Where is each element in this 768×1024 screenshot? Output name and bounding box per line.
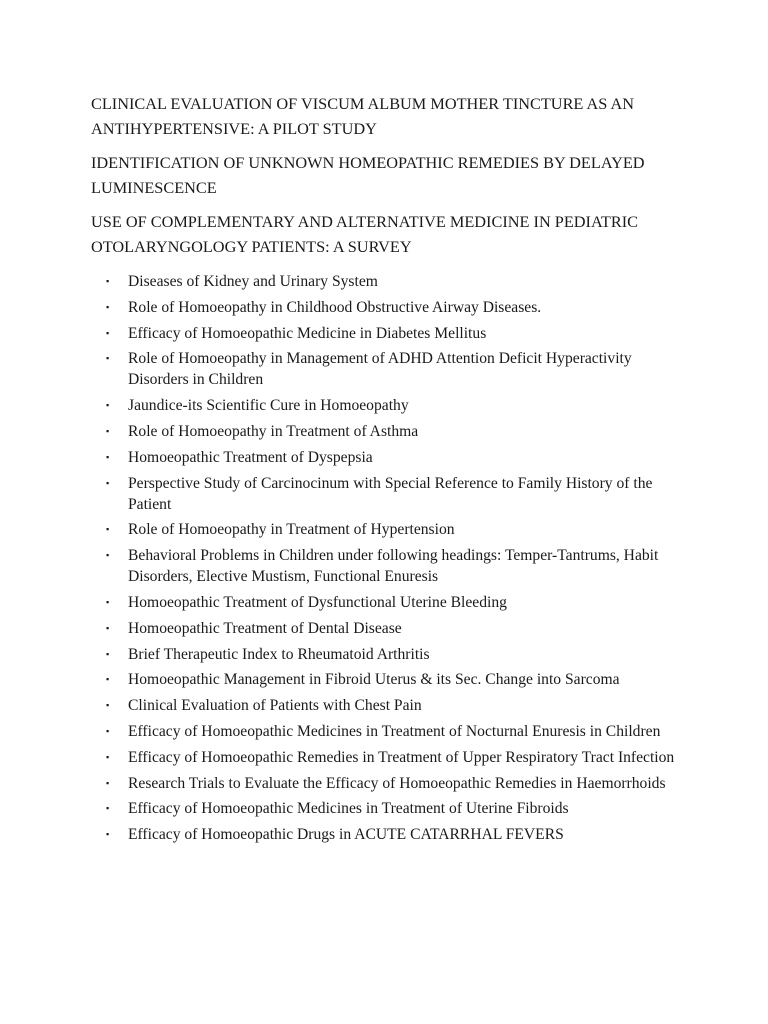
list-item-text: Efficacy of Homoeopathic Drugs in ACUTE CATARRHAL FEVERS xyxy=(128,826,564,844)
list-item xyxy=(91,798,691,819)
heading-cam-otolaryngology-survey: USE OF COMPLEMENTARY AND ALTERNATIVE MEDICINE IN PEDIATRIC OTOLARYNGOLOGY PATIENTS: A SURVEY xyxy=(91,212,638,256)
list-item-text: Role of Homoeopathy in Management of ADHD Attention Deficit Hyperactivity Disorders in Children xyxy=(128,350,632,389)
list-item xyxy=(91,297,691,318)
list-item-text: Efficacy of Homoeopathic Remedies in Treatment of Upper Respiratory Tract Infection xyxy=(128,748,675,766)
list-item-text: Efficacy of Homoeopathic Medicines in Treatment of Uterine Fibroids xyxy=(128,800,569,818)
list-item xyxy=(91,669,691,690)
bullet-icon: ▪ xyxy=(106,648,110,659)
list-item-text: Homoeopathic Management in Fibroid Uterus & its Sec. Change into Sarcoma xyxy=(128,671,620,689)
list-item xyxy=(91,773,691,794)
bullet-icon: ▪ xyxy=(106,451,110,462)
list-item-text: Homoeopathic Treatment of Dental Disease xyxy=(128,619,402,637)
list-item xyxy=(91,421,691,442)
list-item-text: Brief Therapeutic Index to Rheumatoid Arthritis xyxy=(128,645,430,663)
list-item-text: Efficacy of Homoeopathic Medicine in Diabetes Mellitus xyxy=(128,324,487,342)
bullet-icon: ▪ xyxy=(106,353,110,364)
list-item xyxy=(91,545,691,587)
list-item xyxy=(91,747,691,768)
heading-delayed-luminescence: IDENTIFICATION OF UNKNOWN HOMEOPATHIC REMEDIES BY DELAYED LUMINESCENCE xyxy=(91,153,645,197)
list-item-text: Role of Homoeopathy in Treatment of Hypertension xyxy=(128,521,455,539)
bullet-icon: ▪ xyxy=(106,301,110,312)
list-item xyxy=(91,271,691,292)
bullet-icon: ▪ xyxy=(106,477,110,488)
list-item xyxy=(91,395,691,416)
bullet-icon: ▪ xyxy=(106,777,110,788)
list-item xyxy=(91,618,691,639)
list-item xyxy=(91,644,691,665)
bullet-icon: ▪ xyxy=(106,550,110,561)
list-item xyxy=(91,695,691,716)
list-item-text: Role of Homoeopathy in Childhood Obstructive Airway Diseases. xyxy=(128,298,542,316)
list-item-text: Perspective Study of Carcinocinum with Special Reference to Family History of the Patient xyxy=(128,474,653,513)
bullet-icon: ▪ xyxy=(106,803,110,814)
list-item-text: Clinical Evaluation of Patients with Chest Pain xyxy=(128,697,422,715)
topic-list xyxy=(91,271,691,845)
list-item-text: Research Trials to Evaluate the Efficacy of Homoeopathic Remedies in Haemorrhoids xyxy=(128,774,666,792)
list-item-text: Efficacy of Homoeopathic Medicines in Treatment of Nocturnal Enuresis in Children xyxy=(128,722,661,740)
bullet-icon: ▪ xyxy=(106,596,110,607)
bullet-icon: ▪ xyxy=(106,425,110,436)
list-item-text: Homoeopathic Treatment of Dysfunctional Uterine Bleeding xyxy=(128,593,507,611)
list-item xyxy=(91,592,691,613)
bullet-icon: ▪ xyxy=(106,700,110,711)
bullet-icon: ▪ xyxy=(106,622,110,633)
heading-viscum-album-study: CLINICAL EVALUATION OF VISCUM ALBUM MOTHER TINCTURE AS AN ANTIHYPERTENSIVE: A PILOT STUDY xyxy=(91,94,635,138)
bullet-icon: ▪ xyxy=(106,400,110,411)
bullet-icon: ▪ xyxy=(106,524,110,535)
list-item xyxy=(91,473,691,515)
bullet-icon: ▪ xyxy=(106,674,110,685)
list-item xyxy=(91,721,691,742)
bullet-icon: ▪ xyxy=(106,751,110,762)
list-item-text: Behavioral Problems in Children under following headings: Temper-Tantrums, Habit Disorders, Elective Mustism, Functional Enuresis xyxy=(128,547,659,586)
list-item-text: Homoeopathic Treatment of Dyspepsia xyxy=(128,448,373,466)
bullet-icon: ▪ xyxy=(106,276,110,286)
list-item xyxy=(91,323,691,344)
list-item xyxy=(91,447,691,468)
document-page xyxy=(91,91,691,850)
list-item-text: Diseases of Kidney and Urinary System xyxy=(128,273,378,290)
list-item xyxy=(91,348,691,390)
bullet-icon: ▪ xyxy=(106,327,110,338)
list-item xyxy=(91,824,691,845)
bullet-icon: ▪ xyxy=(106,829,110,840)
list-item xyxy=(91,519,691,540)
bullet-icon: ▪ xyxy=(106,725,110,736)
list-item-text: Jaundice-its Scientific Cure in Homoeopathy xyxy=(128,397,409,415)
list-item-text: Role of Homoeopathy in Treatment of Asthma xyxy=(128,422,419,440)
